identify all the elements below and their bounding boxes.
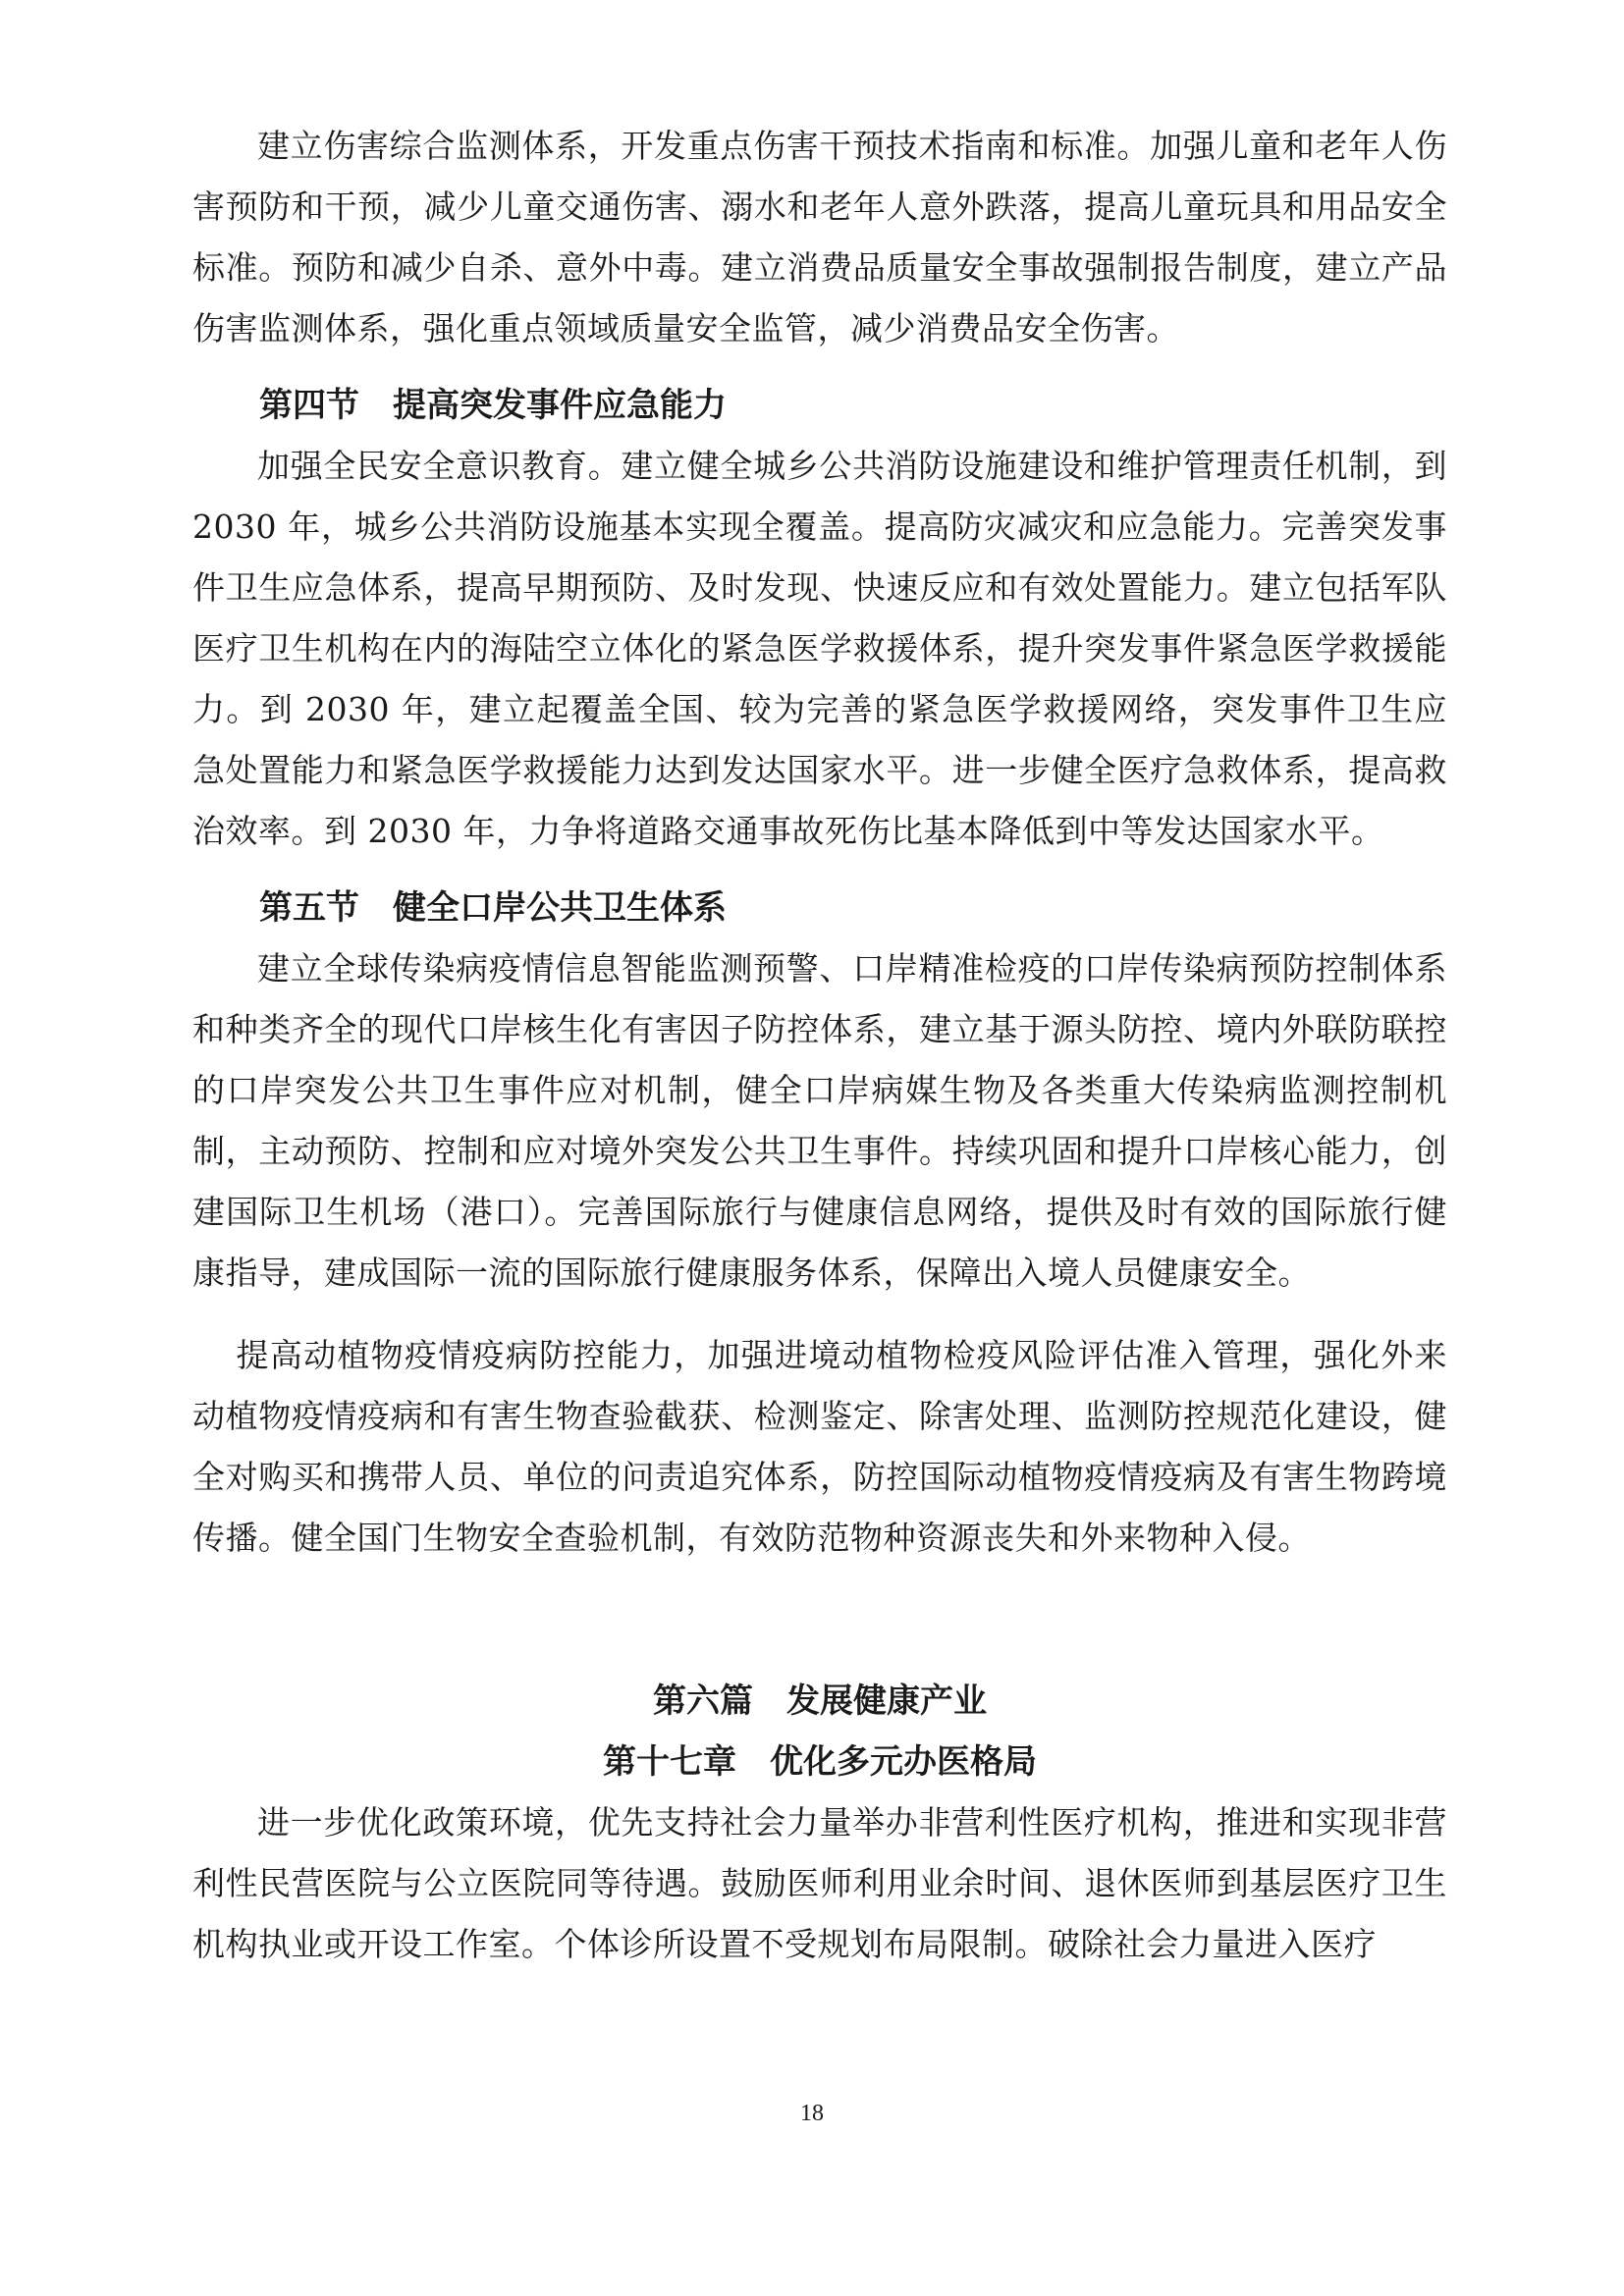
chapter-17-body: 进一步优化政策环境，优先支持社会力量举办非营利性医疗机构，推进和实现非营利性民营医院与公立医院同等待遇。鼓励医师利用业余时间、退休医师到基层医疗卫生机构执业或开设工作室。个体诊所设置不受规划布局限制。破除社会力量进入医疗 [192,1803,1447,1963]
section-5-body: 建立全球传染病疫情信息智能监测预警、口岸精准检疫的口岸传染病预防控制体系和种类齐全的现代口岸核生化有害因子防控体系，建立基于源头防控、境内外联防联控的口岸突发公共卫生事件应对机制，健全口岸病媒生物及各类重大传染病监测控制机制，主动预防、控制和应对境外突发公共卫生事件。持续巩固和提升口岸核心能力，创建国际卫生机场（港口）。完善国际旅行与健康信息网络，提供及时有效的国际旅行健康指导，建成国际一流的国际旅行健康服务体系，保障出入境人员健康安全。 [192,949,1447,1292]
section-4-body: 加强全民安全意识教育。建立健全城乡公共消防设施建设和维护管理责任机制，到 2030 年，城乡公共消防设施基本实现全覆盖。提高防灾减灾和应急能力。完善突发事件卫生应急体系，提高早期预防、及时发现、快速反应和有效处置能力。建立包括军队医疗卫生机构在内的海陆空立体化的紧急医学救援体系，提升突发事件紧急医学救援能力。到 2030 年，建立起覆盖全国、较为完善的紧急医学救援网络，突发事件卫生应急处置能力和紧急医学救援能力达到发达国家水平。进一步健全医疗急救体系，提高救治效率。到 2030 年，力争将道路交通事故死伤比基本降低到中等发达国家水平。 [192,447,1447,850]
chapter-17-title: 第十七章 优化多元办医格局 [603,1742,1037,1782]
page-number: 18 [800,2101,824,2126]
paragraph-injury-monitoring: 建立伤害综合监测体系，开发重点伤害干预技术指南和标准。加强儿童和老年人伤害预防和干预，减少儿童交通伤害、溺水和老年人意外跌落，提高儿童玩具和用品安全标准。预防和减少自杀、意外中毒。建立消费品质量安全事故强制报告制度，建立产品伤害监测体系，强化重点领域质量安全监管，减少消费品安全伤害。 [192,127,1447,347]
document-page [192,116,1447,1975]
section-5-body-2: 提高动植物疫情疫病防控能力，加强进境动植物检疫风险评估准入管理，强化外来动植物疫情疫病和有害生物查验截获、检测鉴定、除害处理、监测防控规范化建设，健全对购买和携带人员、单位的问责追究体系，防控国际动植物疫情疫病及有害生物跨境传播。健全国门生物安全查验机制，有效防范物种资源丧失和外来物种入侵。 [192,1336,1447,1557]
section-4-heading: 第四节 提高突发事件应急能力 [259,386,727,425]
section-5-heading: 第五节 健全口岸公共卫生体系 [259,888,727,928]
part-6-title: 第六篇 发展健康产业 [653,1682,987,1721]
